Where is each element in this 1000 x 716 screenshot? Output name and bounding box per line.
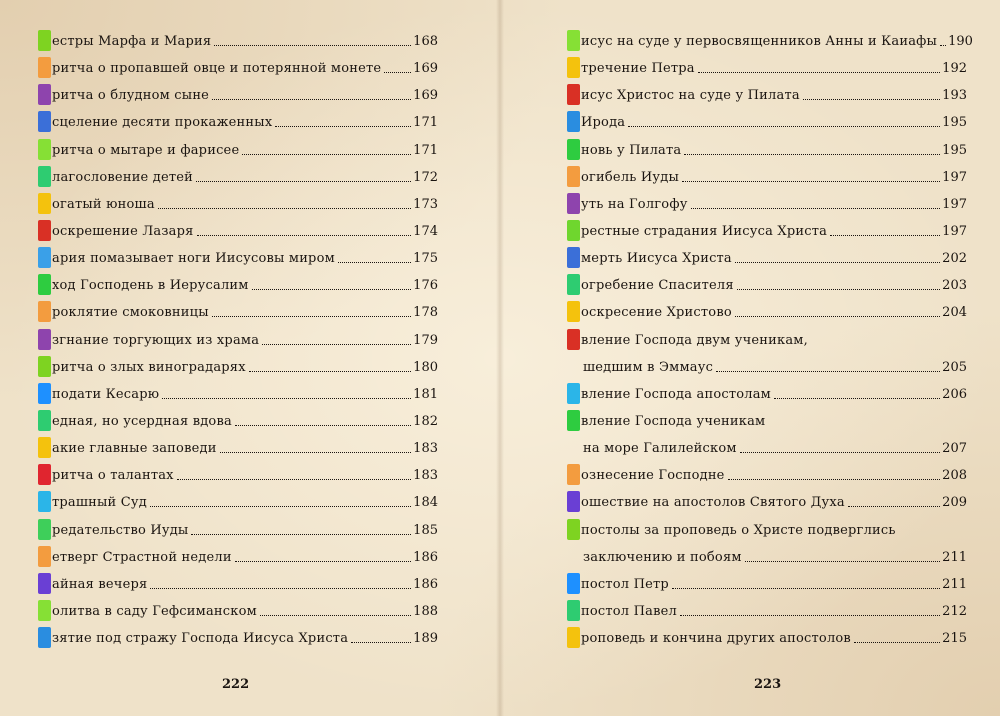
toc-entry-title: оскресение Христово <box>581 305 732 321</box>
toc-entry-page: 190 <box>948 34 973 49</box>
toc-entry-title: роклятие смоковницы <box>52 305 209 321</box>
right-page-number: 223 <box>754 677 782 692</box>
toc-entry-title: тречение Петра <box>581 61 695 77</box>
dot-leader <box>214 45 411 46</box>
toc-entry-title: новь у Пилата <box>581 142 682 158</box>
toc-entry-page: 189 <box>413 631 438 647</box>
toc-entry-title: постол Петр <box>581 576 669 592</box>
drop-cap-initial <box>567 57 580 78</box>
drop-cap-initial <box>567 519 580 540</box>
dot-leader <box>735 262 940 263</box>
left-page-contents <box>38 26 438 650</box>
dot-leader <box>728 479 941 480</box>
dot-leader <box>745 561 941 562</box>
toc-entry <box>38 542 438 566</box>
toc-entry <box>567 53 967 77</box>
toc-entry-page: 171 <box>413 142 438 158</box>
dot-leader <box>338 262 411 263</box>
toc-entry-page: 205 <box>942 359 967 375</box>
toc-entry-page: 203 <box>942 278 967 294</box>
drop-cap-initial <box>38 111 51 132</box>
dot-leader <box>628 126 940 127</box>
dot-leader <box>158 208 411 209</box>
toc-entry-page: 197 <box>942 169 967 185</box>
toc-entry-title: зятие под стражу Господа Иисуса Христа <box>52 631 349 647</box>
toc-entry-title: ритча о злых виноградарях <box>52 359 246 375</box>
toc-entry-page: 215 <box>942 631 967 647</box>
drop-cap-initial <box>567 139 580 160</box>
toc-entry <box>567 352 967 376</box>
toc-entry <box>567 107 967 131</box>
dot-leader <box>235 425 411 426</box>
drop-cap-initial <box>567 410 580 431</box>
toc-entry <box>567 379 967 403</box>
drop-cap-initial <box>38 546 51 567</box>
toc-entry <box>567 623 967 647</box>
toc-entry <box>38 107 438 131</box>
toc-entry-page: 186 <box>413 549 438 565</box>
toc-entry-title: вление Господа апостолам <box>581 386 771 402</box>
drop-cap-initial <box>38 573 51 594</box>
toc-entry <box>38 433 438 457</box>
drop-cap-initial <box>38 383 51 404</box>
drop-cap-initial <box>38 356 51 377</box>
toc-entry-title: естры Марфа и Мария <box>52 34 212 49</box>
toc-entry <box>567 325 967 349</box>
dot-leader <box>196 181 411 182</box>
toc-entry-title: шедшим в Эммаус <box>583 359 714 375</box>
toc-entry-page: 211 <box>942 576 967 592</box>
dot-leader <box>275 126 411 127</box>
drop-cap-initial <box>38 139 51 160</box>
dot-leader <box>830 235 940 236</box>
toc-entry-page: 188 <box>413 603 438 619</box>
toc-entry <box>38 569 438 593</box>
toc-entry <box>38 135 438 159</box>
toc-entry <box>38 162 438 186</box>
dot-leader <box>740 452 940 453</box>
drop-cap-initial <box>38 220 51 241</box>
dot-leader <box>162 398 411 399</box>
drop-cap-initial <box>38 437 51 458</box>
toc-entry-page: 193 <box>942 88 967 104</box>
toc-entry-title: ошествие на апостолов Святого Духа <box>581 495 845 511</box>
toc-entry <box>567 216 967 240</box>
toc-entry <box>567 433 967 457</box>
dot-leader <box>384 72 411 73</box>
toc-entry-page: 172 <box>413 169 438 185</box>
toc-entry <box>567 515 967 539</box>
toc-entry-page: 183 <box>413 441 438 457</box>
toc-entry-title: лагословение детей <box>52 169 194 185</box>
toc-entry-title: вление Господа двум ученикам, <box>581 332 808 348</box>
toc-entry-title: згнание торгующих из храма <box>52 332 260 348</box>
toc-entry-title: сцеление десяти прокаженных <box>52 115 273 131</box>
dot-leader <box>691 208 941 209</box>
toc-entry <box>567 26 973 50</box>
toc-entry <box>567 135 967 159</box>
toc-entry-title: ознесение Господне <box>581 468 725 484</box>
drop-cap-initial <box>38 30 51 51</box>
dot-leader <box>197 235 412 236</box>
toc-entry-page: 175 <box>413 251 438 267</box>
toc-entry <box>567 270 967 294</box>
drop-cap-initial <box>567 464 580 485</box>
toc-entry-title: едная, но усердная вдова <box>52 413 232 429</box>
toc-entry-page: 184 <box>413 495 438 511</box>
drop-cap-initial <box>567 600 580 621</box>
toc-entry-page: 176 <box>413 278 438 294</box>
drop-cap-initial <box>567 247 580 268</box>
toc-entry <box>38 26 438 50</box>
toc-entry <box>38 596 438 620</box>
toc-entry <box>38 243 438 267</box>
dot-leader <box>150 588 411 589</box>
drop-cap-initial <box>567 573 580 594</box>
toc-entry <box>567 297 967 321</box>
toc-entry-title: оскрешение Лазаря <box>52 223 194 239</box>
dot-leader <box>191 534 411 535</box>
toc-entry-page: 206 <box>942 386 967 402</box>
toc-entry-title: постол Павел <box>581 603 677 619</box>
drop-cap-initial <box>567 383 580 404</box>
drop-cap-initial <box>38 491 51 512</box>
drop-cap-initial <box>567 193 580 214</box>
dot-leader <box>242 154 411 155</box>
toc-entry-page: 204 <box>942 305 967 321</box>
toc-entry <box>567 189 967 213</box>
book-gutter <box>496 0 504 716</box>
dot-leader <box>698 72 940 73</box>
drop-cap-initial <box>38 166 51 187</box>
toc-entry-page: 209 <box>942 495 967 511</box>
drop-cap-initial <box>38 329 51 350</box>
toc-entry-title: олитва в саду Гефсиманском <box>52 603 257 619</box>
drop-cap-initial <box>38 464 51 485</box>
left-page-number: 222 <box>222 677 250 692</box>
toc-entry <box>567 162 967 186</box>
toc-entry-title: исус на суде у первосвященников Анны и Каиафы <box>581 34 938 49</box>
drop-cap-initial <box>38 274 51 295</box>
toc-entry <box>567 406 967 430</box>
toc-entry <box>567 487 967 511</box>
toc-entry <box>38 297 438 321</box>
toc-entry <box>567 80 967 104</box>
drop-cap-initial <box>567 491 580 512</box>
toc-entry <box>38 623 438 647</box>
dot-leader <box>940 45 946 46</box>
dot-leader <box>249 371 411 372</box>
dot-leader <box>150 506 411 507</box>
dot-leader <box>680 615 940 616</box>
dot-leader <box>848 506 940 507</box>
toc-entry-page: 180 <box>413 359 438 375</box>
toc-entry-title: етверг Страстной недели <box>52 549 232 565</box>
dot-leader <box>351 642 411 643</box>
drop-cap-initial <box>38 301 51 322</box>
toc-entry-title: трашный Суд <box>52 495 147 511</box>
toc-entry-page: 185 <box>413 522 438 538</box>
toc-entry-page: 208 <box>942 468 967 484</box>
dot-leader <box>260 615 411 616</box>
toc-entry-title: ария помазывает ноги Иисусовы миром <box>52 251 335 267</box>
drop-cap-initial <box>38 600 51 621</box>
toc-entry-page: 197 <box>942 196 967 212</box>
toc-entry-page: 178 <box>413 305 438 321</box>
drop-cap-initial <box>567 627 580 648</box>
dot-leader <box>774 398 940 399</box>
toc-entry-page: 173 <box>413 196 438 212</box>
toc-entry-title: уть на Голгофу <box>581 196 688 212</box>
toc-entry <box>567 542 967 566</box>
drop-cap-initial <box>567 274 580 295</box>
toc-entry <box>38 216 438 240</box>
toc-entry-title: подати Кесарю <box>52 386 160 402</box>
dot-leader <box>803 99 940 100</box>
toc-entry-title: исус Христос на суде у Пилата <box>581 88 800 104</box>
dot-leader <box>212 316 411 317</box>
toc-entry-title: редательство Иуды <box>52 522 189 538</box>
drop-cap-initial <box>567 301 580 322</box>
toc-entry-page: 211 <box>942 549 967 565</box>
right-page-contents <box>567 26 973 650</box>
toc-entry-page: 183 <box>413 468 438 484</box>
toc-entry-title: акие главные заповеди <box>52 441 217 457</box>
toc-entry-page: 169 <box>413 88 438 104</box>
toc-entry-title: огибель Иуды <box>581 169 680 185</box>
toc-entry-title: Ирода <box>581 115 626 131</box>
drop-cap-initial <box>38 247 51 268</box>
dot-leader <box>684 154 940 155</box>
toc-entry-page: 212 <box>942 603 967 619</box>
toc-entry <box>567 596 967 620</box>
drop-cap-initial <box>38 193 51 214</box>
dot-leader <box>735 316 940 317</box>
toc-entry-title: огатый юноша <box>52 196 155 212</box>
toc-entry-title: заключению и побоям <box>583 549 742 565</box>
toc-entry <box>38 53 438 77</box>
toc-entry <box>567 460 967 484</box>
dot-leader <box>262 344 411 345</box>
dot-leader <box>682 181 940 182</box>
toc-entry-title: мерть Иисуса Христа <box>581 251 732 267</box>
toc-entry <box>38 515 438 539</box>
toc-entry-title: ритча о талантах <box>52 468 174 484</box>
dot-leader <box>716 371 940 372</box>
toc-entry <box>38 379 438 403</box>
dot-leader <box>737 289 940 290</box>
drop-cap-initial <box>38 627 51 648</box>
toc-entry <box>567 243 967 267</box>
toc-entry-page: 169 <box>413 61 438 77</box>
toc-entry-title: роповедь и кончина других апостолов <box>581 631 851 647</box>
dot-leader <box>235 561 411 562</box>
toc-entry-title: ритча о блудном сыне <box>52 88 210 104</box>
toc-entry-page: 202 <box>942 251 967 267</box>
toc-entry-title: рестные страдания Иисуса Христа <box>581 223 828 239</box>
toc-entry-title: на море Галилейском <box>583 441 737 457</box>
toc-entry <box>567 569 967 593</box>
drop-cap-initial <box>567 166 580 187</box>
toc-entry-page: 195 <box>942 142 967 158</box>
toc-entry-title: ритча о пропавшей овце и потерянной монете <box>52 61 382 77</box>
toc-entry-title: вление Господа ученикам <box>581 413 766 429</box>
toc-entry-page: 182 <box>413 413 438 429</box>
drop-cap-initial <box>38 84 51 105</box>
drop-cap-initial <box>38 57 51 78</box>
dot-leader <box>252 289 412 290</box>
toc-entry-title: ритча о мытаре и фарисее <box>52 142 240 158</box>
dot-leader <box>672 588 940 589</box>
toc-entry <box>38 270 438 294</box>
toc-entry <box>38 325 438 349</box>
toc-entry <box>38 487 438 511</box>
toc-entry-page: 179 <box>413 332 438 348</box>
dot-leader <box>220 452 412 453</box>
toc-entry-page: 168 <box>413 34 438 49</box>
toc-entry <box>38 189 438 213</box>
toc-entry-page: 192 <box>942 61 967 77</box>
toc-entry-page: 181 <box>413 386 438 402</box>
toc-entry-page: 197 <box>942 223 967 239</box>
toc-entry <box>38 460 438 484</box>
dot-leader <box>854 642 940 643</box>
dot-leader <box>212 99 411 100</box>
toc-entry-page: 171 <box>413 115 438 131</box>
drop-cap-initial <box>38 519 51 540</box>
toc-entry-title: айная вечеря <box>52 576 148 592</box>
toc-entry-page: 186 <box>413 576 438 592</box>
toc-entry <box>38 406 438 430</box>
drop-cap-initial <box>567 111 580 132</box>
toc-entry-page: 207 <box>942 441 967 457</box>
toc-entry-title: ход Господень в Иерусалим <box>52 278 249 294</box>
toc-entry-page: 174 <box>413 223 438 239</box>
drop-cap-initial <box>38 410 51 431</box>
toc-entry-page: 195 <box>942 115 967 131</box>
drop-cap-initial <box>567 30 580 51</box>
drop-cap-initial <box>567 84 580 105</box>
toc-entry-title: постолы за проповедь о Христе подверглись <box>581 522 896 538</box>
drop-cap-initial <box>567 220 580 241</box>
toc-entry <box>38 352 438 376</box>
drop-cap-initial <box>567 329 580 350</box>
toc-entry <box>38 80 438 104</box>
dot-leader <box>177 479 411 480</box>
toc-entry-title: огребение Спасителя <box>581 278 734 294</box>
